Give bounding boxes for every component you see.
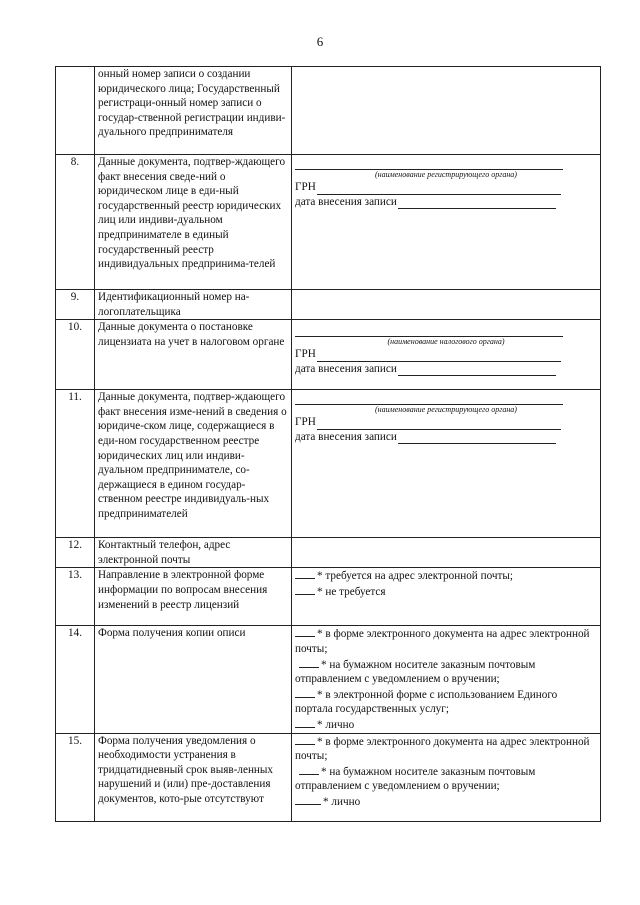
option[interactable]: * на бумажном носителе заказным почтовым отправлением с уведомлением о вручении; — [295, 765, 536, 793]
option[interactable]: * на бумажном носителе заказным почтовым отправлением с уведомлением о вручении; — [295, 658, 536, 686]
record-date-label: дата внесения записи — [295, 362, 397, 375]
row-description: Идентификационный номер на-логоплательщика — [95, 290, 292, 320]
option-blank[interactable] — [295, 584, 315, 595]
grn-label: ГРН — [295, 181, 316, 193]
option[interactable]: * требуется на адрес электронной почты; — [295, 568, 597, 584]
row-number — [56, 67, 95, 155]
option-blank[interactable] — [295, 794, 321, 805]
table-row — [56, 390, 601, 538]
row-description: Контактный телефон, адрес электронной почты — [95, 538, 292, 568]
row-description: Данные документа, подтвер-ждающего факт внесения сведе-ний о юридическом лице в еди-ный государственный реестр юридических лиц или индиви-дуальном предпринимателе в единый государственный реестр индивидуальных предпринима-телей — [95, 155, 292, 290]
row-value — [292, 390, 601, 538]
row-number: 11. — [56, 390, 95, 538]
option-blank[interactable] — [299, 764, 319, 775]
field-caption: (наименование налогового органа) — [387, 337, 505, 347]
option[interactable]: * лично — [295, 794, 597, 810]
record-date-label: дата внесения записи — [295, 430, 397, 443]
record-date-field[interactable] — [295, 430, 597, 445]
row-description: Данные документа о постановке лицензиата на учет в налоговом органе — [95, 320, 292, 390]
row-description: Направление в электронной форме информации по вопросам внесения изменений в реестр лицензий — [95, 568, 292, 626]
row-number: 12. — [56, 538, 95, 568]
option[interactable]: * в форме электронного документа на адрес электронной почты; — [295, 628, 590, 655]
row-value — [292, 67, 601, 155]
row-number: 8. — [56, 155, 95, 290]
table-row — [56, 733, 601, 821]
form-table — [55, 66, 601, 822]
tax-authority-field[interactable] — [295, 322, 563, 337]
option[interactable]: * лично — [295, 717, 597, 733]
option-blank[interactable] — [295, 626, 315, 637]
row-number: 14. — [56, 626, 95, 733]
option-blank[interactable] — [295, 717, 315, 728]
row-number: 9. — [56, 290, 95, 320]
row-value — [292, 733, 601, 821]
option-blank[interactable] — [295, 734, 315, 745]
option-blank[interactable] — [299, 657, 319, 668]
option[interactable]: * не требуется — [295, 584, 597, 600]
table-row — [56, 67, 601, 155]
row-value — [292, 568, 601, 626]
row-number: 13. — [56, 568, 95, 626]
row-number: 15. — [56, 733, 95, 821]
option-blank[interactable] — [295, 568, 315, 579]
option-blank[interactable] — [295, 687, 315, 698]
page-number: 6 — [316, 34, 324, 49]
grn-label: ГРН — [295, 348, 316, 361]
grn-field[interactable] — [295, 180, 597, 195]
record-date-field[interactable] — [295, 195, 597, 210]
field-caption: (наименование регистрирующего органа) — [375, 405, 517, 415]
row-value[interactable] — [292, 290, 601, 320]
row-value[interactable] — [292, 538, 601, 568]
table-row — [56, 568, 601, 626]
row-description: Данные документа, подтвер-ждающего факт внесения изме-нений в сведения о юридиче-ском лице, содержащиеся в еди-ном государственном реестре юридических лиц или индиви-дуальном предпринимателе, со-держащиеся в едином государ-ственном реестре индивидуаль-ных предпринимателей — [95, 390, 292, 538]
row-value — [292, 626, 601, 733]
grn-field[interactable] — [295, 415, 597, 430]
registering-authority-field[interactable] — [295, 390, 563, 405]
row-value — [292, 155, 601, 290]
row-description: онный номер записи о создании юридического лица; Государственный регистраци-онный номер записи о государ-ственной регистрации индиви-дуального предпринимателя — [95, 67, 292, 155]
grn-field[interactable] — [295, 347, 597, 362]
record-date-label: дата внесения записи — [295, 195, 397, 208]
grn-label: ГРН — [295, 416, 316, 429]
table-row — [56, 320, 601, 390]
table-row — [56, 155, 601, 290]
field-caption: (наименование регистрирующего органа) — [375, 170, 517, 179]
table-row — [56, 290, 601, 320]
row-value — [292, 320, 601, 390]
row-number: 10. — [56, 320, 95, 390]
row-description: Форма получения копии описи — [95, 626, 292, 733]
registering-authority-field[interactable] — [295, 155, 563, 170]
option[interactable]: * в электронной форме с использованием Единого портала государственных услуг; — [295, 688, 558, 716]
row-description: Форма получения уведомления о необходимости устранения в тридцатидневный срок выяв-ленных нарушений и (или) пре-доставления документов, кото-рые отсутствуют — [95, 733, 292, 821]
record-date-field[interactable] — [295, 362, 597, 377]
option[interactable]: * в форме электронного документа на адрес электронной почты; — [295, 735, 590, 763]
table-row — [56, 626, 601, 733]
table-row — [56, 538, 601, 568]
